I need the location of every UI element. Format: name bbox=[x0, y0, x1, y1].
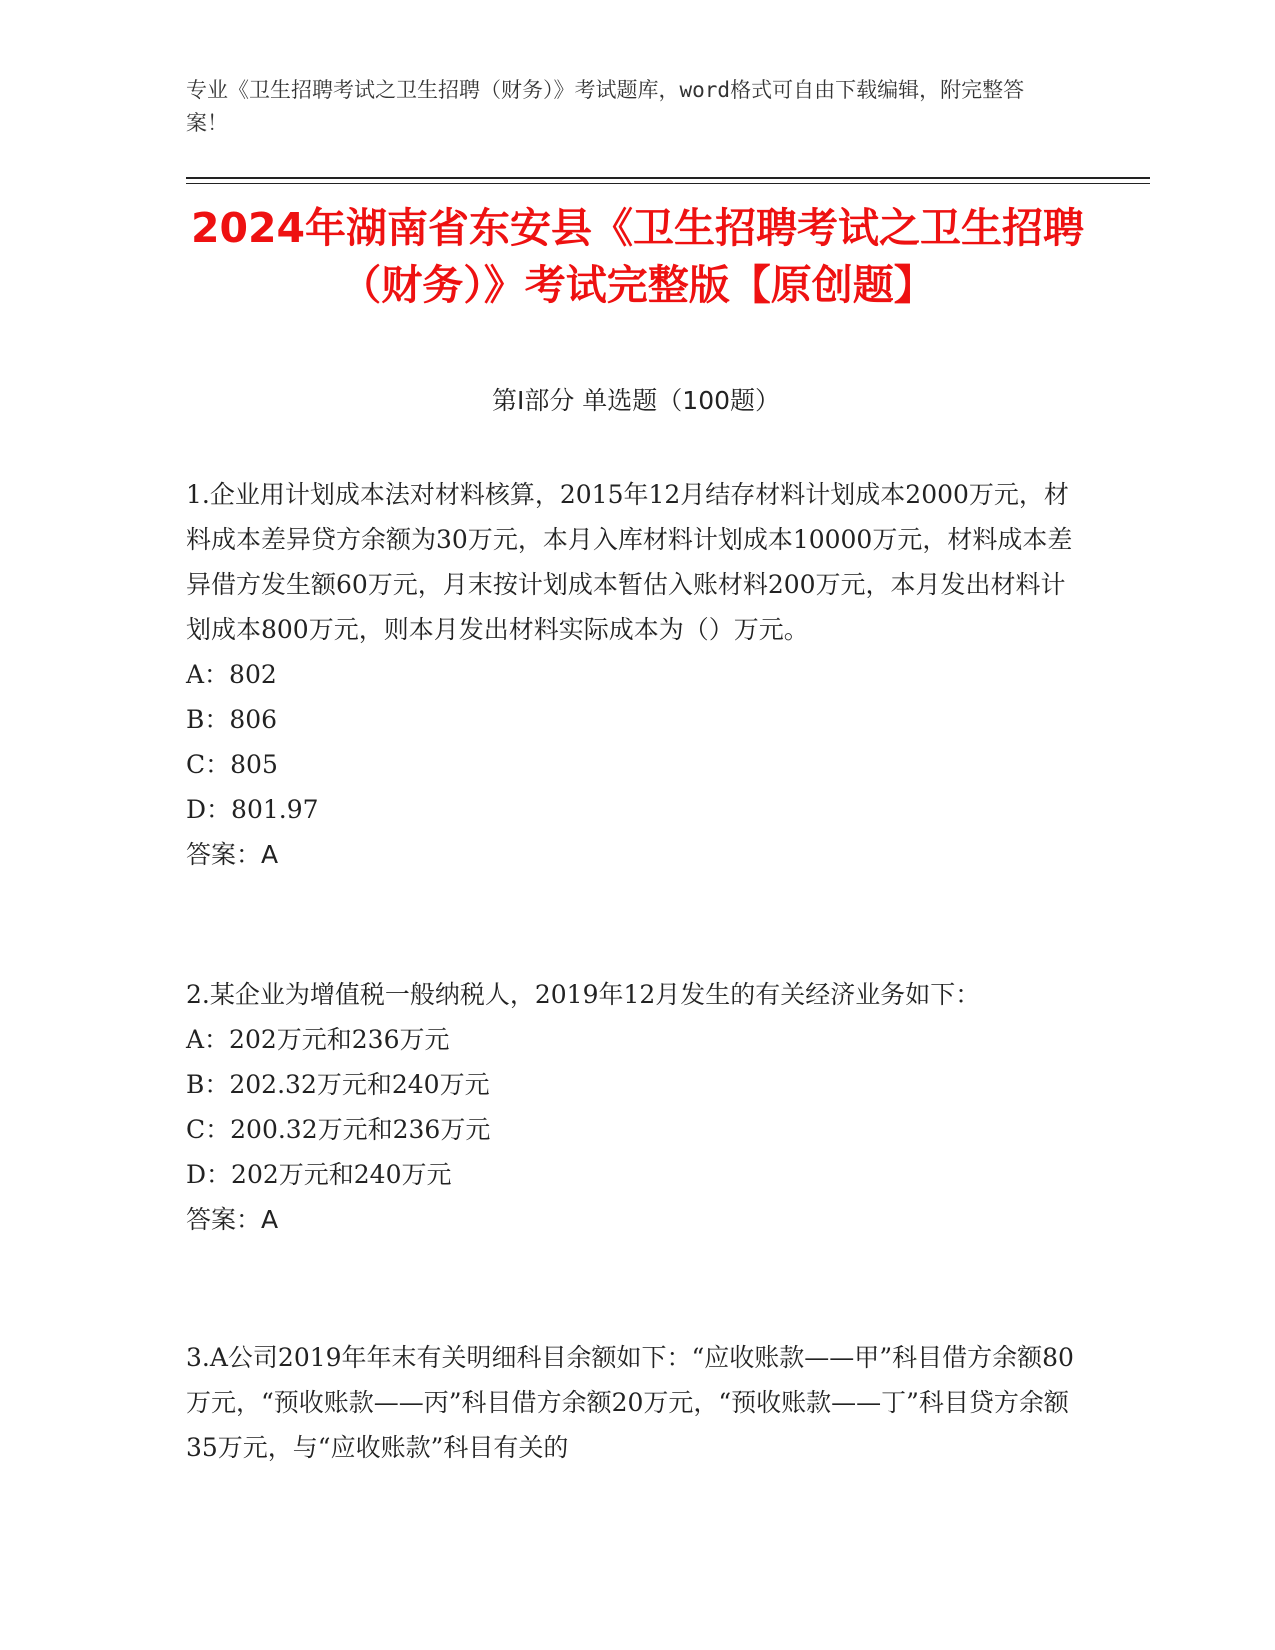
header-divider-thick bbox=[186, 177, 1150, 179]
option-c: C：200.32万元和236万元 bbox=[186, 1115, 491, 1144]
question-3 bbox=[186, 1335, 1076, 1470]
section-heading: 第I部分 单选题（100题） bbox=[491, 386, 781, 415]
answer-line: 答案：A bbox=[186, 1205, 279, 1234]
option-a: A：802 bbox=[186, 660, 277, 689]
answer-line: 答案：A bbox=[186, 840, 279, 869]
option-c: C：805 bbox=[186, 750, 278, 779]
option-d: D：801.97 bbox=[186, 795, 319, 824]
question-stem: 2.某企业为增值税一般纳税人，2019年12月发生的有关经济业务如下： bbox=[186, 980, 981, 1009]
option-b: B：806 bbox=[186, 705, 278, 734]
question-1 bbox=[186, 472, 1076, 877]
question-stem: 3.A公司2019年年末有关明细科目余额如下：“应收账款——甲”科目借方余额80万元，“预收账款——丙”科目借方余额20万元，“预收账款——丁”科目贷方余额35万元，与“应收账款”科目有关的 bbox=[186, 1343, 1074, 1462]
option-d: D：202万元和240万元 bbox=[186, 1160, 452, 1189]
header-divider-thin bbox=[186, 183, 1150, 184]
question-stem: 1.企业用计划成本法对材料核算，2015年12月结存材料计划成本2000万元，材料成本差异贷方余额为30万元，本月入库材料计划成本10000万元，材料成本差异借方发生额60万元，月末按计划成本暂估入账材料200万元，本月发出材料计划成本800万元，则本月发出材料实际成本为（）万元。 bbox=[186, 480, 1073, 644]
document-title: 2024年湖南省东安县《卫生招聘考试之卫生招聘（财务）》考试完整版【原创题】 bbox=[190, 204, 1085, 309]
header-note: 专业《卫生招聘考试之卫生招聘（财务）》考试题库，word格式可自由下载编辑，附完整答案！ bbox=[186, 78, 1025, 135]
option-a: A：202万元和236万元 bbox=[186, 1025, 450, 1054]
question-2 bbox=[186, 972, 1076, 1242]
option-b: B：202.32万元和240万元 bbox=[186, 1070, 490, 1099]
